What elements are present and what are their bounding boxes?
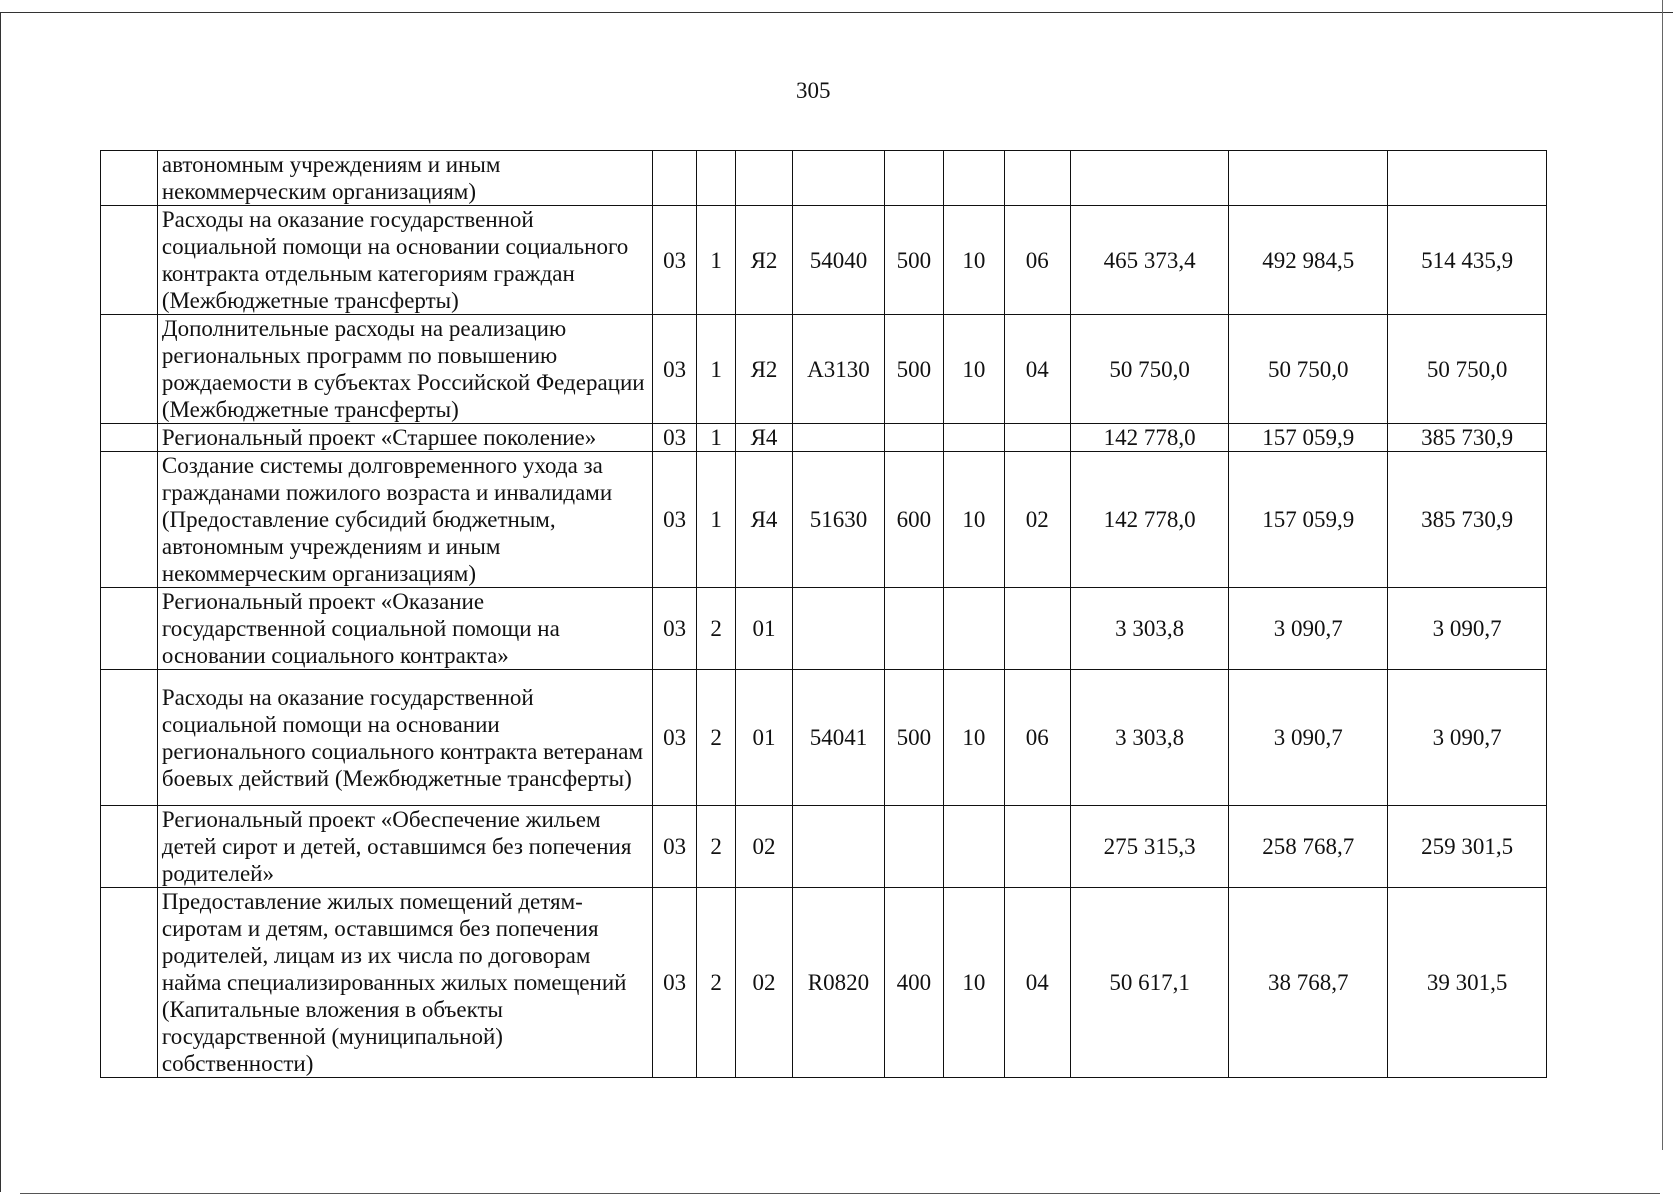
item-name-cell: Создание системы долговременного ухода за гражданами пожилого возраста и инвалидами (Предоставление субсидий бюджетным, автономным учреждениям и иным некоммерческим организациям) [157,452,652,588]
program-code-cell [653,151,697,206]
table-row [101,151,1547,206]
section-cell: 10 [943,452,1004,588]
item-name-cell: Расходы на оказание государственной социальной помощи на основании регионального социального контракта ветеранам боевых действий (Межбюджетные трансферты) [157,670,652,806]
row-number-cell [101,206,158,315]
row-number-cell [101,424,158,452]
amount-year1-cell: 275 315,3 [1070,806,1229,888]
amount-year3-cell: 3 090,7 [1388,588,1547,670]
subsection-cell [1004,806,1070,888]
table-row [101,670,1547,806]
budget-table [100,150,1547,1078]
table-row [101,452,1547,588]
subsection-cell: 06 [1004,670,1070,806]
section-cell [943,151,1004,206]
subprogram-code-cell: 1 [697,452,736,588]
direction-code-cell: А3130 [792,315,884,424]
expense-type-cell: 600 [884,452,943,588]
amount-year1-cell: 3 303,8 [1070,588,1229,670]
amount-year2-cell: 3 090,7 [1229,588,1388,670]
direction-code-cell [792,588,884,670]
amount-year3-cell: 259 301,5 [1388,806,1547,888]
item-name-cell: Дополнительные расходы на реализацию региональных программ по повышению рождаемости в субъектах Российской Федерации (Межбюджетные трансферты) [157,315,652,424]
row-number-cell [101,670,158,806]
expense-type-cell: 500 [884,670,943,806]
amount-year1-cell: 50 750,0 [1070,315,1229,424]
amount-year1-cell [1070,151,1229,206]
amount-year3-cell: 3 090,7 [1388,670,1547,806]
amount-year3-cell: 39 301,5 [1388,888,1547,1078]
expense-type-cell: 500 [884,206,943,315]
amount-year2-cell: 492 984,5 [1229,206,1388,315]
amount-year2-cell [1229,151,1388,206]
row-number-cell [101,151,158,206]
program-code-cell: 03 [653,315,697,424]
direction-code-cell: R0820 [792,888,884,1078]
amount-year1-cell: 3 303,8 [1070,670,1229,806]
subprogram-code-cell: 1 [697,206,736,315]
project-code-cell: 01 [736,588,793,670]
amount-year1-cell: 465 373,4 [1070,206,1229,315]
expense-type-cell: 400 [884,888,943,1078]
project-code-cell: 02 [736,806,793,888]
direction-code-cell: 54040 [792,206,884,315]
program-code-cell: 03 [653,424,697,452]
amount-year2-cell: 157 059,9 [1229,424,1388,452]
row-number-cell [101,588,158,670]
amount-year3-cell [1388,151,1547,206]
program-code-cell: 03 [653,888,697,1078]
amount-year2-cell: 3 090,7 [1229,670,1388,806]
subsection-cell: 04 [1004,888,1070,1078]
section-cell: 10 [943,206,1004,315]
subsection-cell: 04 [1004,315,1070,424]
expense-type-cell: 500 [884,315,943,424]
expense-type-cell [884,588,943,670]
page-number: 305 [796,78,831,103]
amount-year3-cell: 514 435,9 [1388,206,1547,315]
project-code-cell: 02 [736,888,793,1078]
item-name-cell: Региональный проект «Оказание государственной социальной помощи на основании социального контракта» [157,588,652,670]
subprogram-code-cell: 2 [697,888,736,1078]
expense-type-cell [884,151,943,206]
program-code-cell: 03 [653,670,697,806]
subprogram-code-cell: 2 [697,588,736,670]
direction-code-cell: 54041 [792,670,884,806]
table-row [101,888,1547,1078]
amount-year2-cell: 50 750,0 [1229,315,1388,424]
subprogram-code-cell: 2 [697,806,736,888]
section-cell: 10 [943,888,1004,1078]
item-name-cell: Расходы на оказание государственной социальной помощи на основании социального контракта отдельным категориям граждан (Межбюджетные трансферты) [157,206,652,315]
amount-year1-cell: 142 778,0 [1070,424,1229,452]
item-name-cell: Предоставление жилых помещений детям-сиротам и детям, оставшимся без попечения родителей, лицам из их числа по договорам найма специализированных жилых помещений (Капитальные вложения в объекты государственной (муниципальной) собственности) [157,888,652,1078]
item-name-cell: автономным учреждениям и иным некоммерческим организациям) [157,151,652,206]
amount-year2-cell: 258 768,7 [1229,806,1388,888]
table-row [101,315,1547,424]
amount-year1-cell: 142 778,0 [1070,452,1229,588]
subsection-cell: 06 [1004,206,1070,315]
table-row [101,806,1547,888]
scan-border-right [1662,0,1663,1150]
subsection-cell [1004,588,1070,670]
project-code-cell: 01 [736,670,793,806]
table-row [101,424,1547,452]
project-code-cell [736,151,793,206]
program-code-cell: 03 [653,452,697,588]
subprogram-code-cell: 2 [697,670,736,806]
amount-year3-cell: 50 750,0 [1388,315,1547,424]
scan-border-top [0,12,1673,13]
row-number-cell [101,452,158,588]
expense-type-cell [884,806,943,888]
expense-type-cell [884,424,943,452]
direction-code-cell [792,151,884,206]
item-name-cell: Региональный проект «Старшее поколение» [157,424,652,452]
row-number-cell [101,888,158,1078]
direction-code-cell [792,806,884,888]
item-name-cell: Региональный проект «Обеспечение жильем детей сирот и детей, оставшимся без попечения родителей» [157,806,652,888]
subprogram-code-cell: 1 [697,315,736,424]
table-row [101,588,1547,670]
section-cell [943,806,1004,888]
subprogram-code-cell [697,151,736,206]
table-row [101,206,1547,315]
amount-year2-cell: 38 768,7 [1229,888,1388,1078]
project-code-cell: Я4 [736,424,793,452]
subprogram-code-cell: 1 [697,424,736,452]
section-cell [943,588,1004,670]
row-number-cell [101,806,158,888]
program-code-cell: 03 [653,206,697,315]
amount-year1-cell: 50 617,1 [1070,888,1229,1078]
amount-year3-cell: 385 730,9 [1388,452,1547,588]
project-code-cell: Я2 [736,206,793,315]
subsection-cell [1004,151,1070,206]
program-code-cell: 03 [653,588,697,670]
project-code-cell: Я4 [736,452,793,588]
subsection-cell: 02 [1004,452,1070,588]
amount-year2-cell: 157 059,9 [1229,452,1388,588]
project-code-cell: Я2 [736,315,793,424]
scan-footer-line [20,1193,1660,1194]
program-code-cell: 03 [653,806,697,888]
row-number-cell [101,315,158,424]
direction-code-cell [792,424,884,452]
subsection-cell [1004,424,1070,452]
direction-code-cell: 51630 [792,452,884,588]
section-cell: 10 [943,670,1004,806]
scan-border-left [0,12,1,1192]
section-cell: 10 [943,315,1004,424]
amount-year3-cell: 385 730,9 [1388,424,1547,452]
section-cell [943,424,1004,452]
